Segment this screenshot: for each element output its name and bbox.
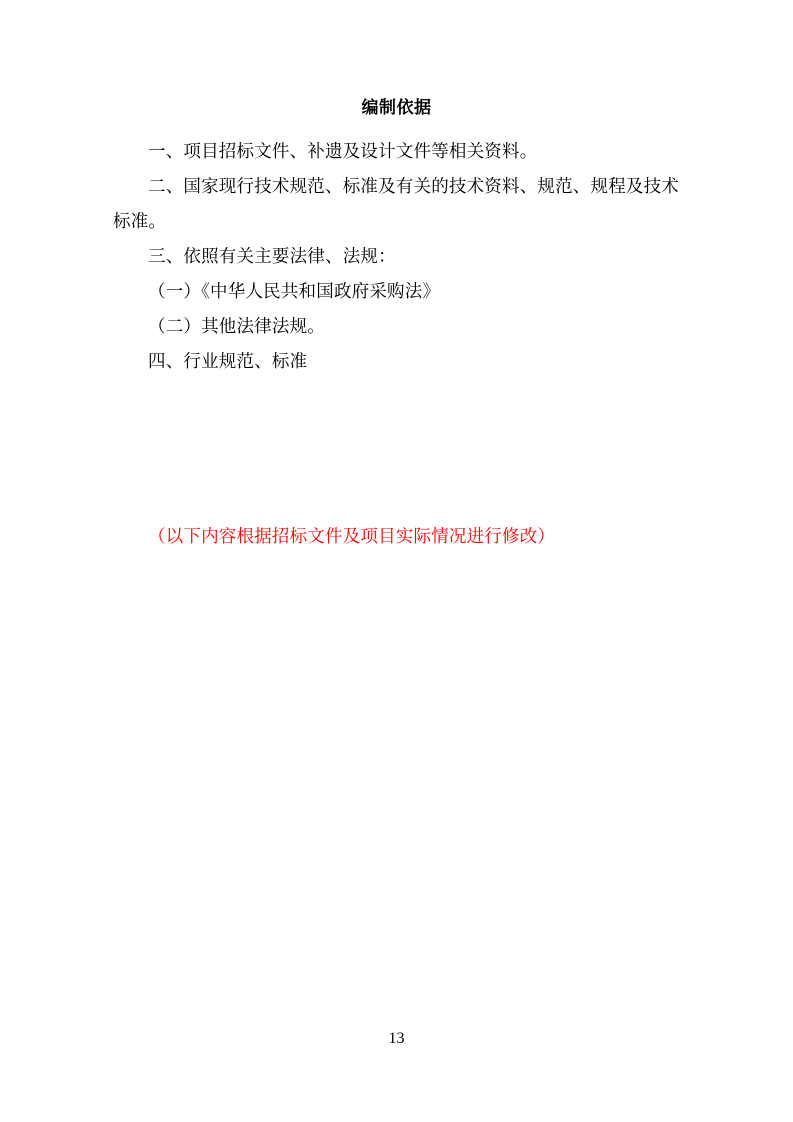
paragraph-6: 四、行业规范、标准 (148, 351, 308, 371)
paragraph-1: 一、项目招标文件、补遗及设计文件等相关资料。 (148, 141, 538, 161)
editorial-note: （以下内容根据招标文件及项目实际情况进行修改） (148, 526, 556, 546)
page-number: 13 (388, 1030, 405, 1047)
paragraph-2: 二、国家现行技术规范、标准及有关的技术资料、规范、规程及技术标准。 (113, 176, 679, 231)
paragraph-5: （二）其他法律法规。 (148, 316, 325, 336)
paragraph-3: 三、依照有关主要法律、法规： (148, 246, 396, 266)
vertical-spacer (113, 379, 680, 519)
page-title: 编制依据 (361, 98, 432, 117)
document-body (113, 96, 680, 554)
paragraph-4: （一）《中华人民共和国政府采购法》 (148, 281, 441, 301)
